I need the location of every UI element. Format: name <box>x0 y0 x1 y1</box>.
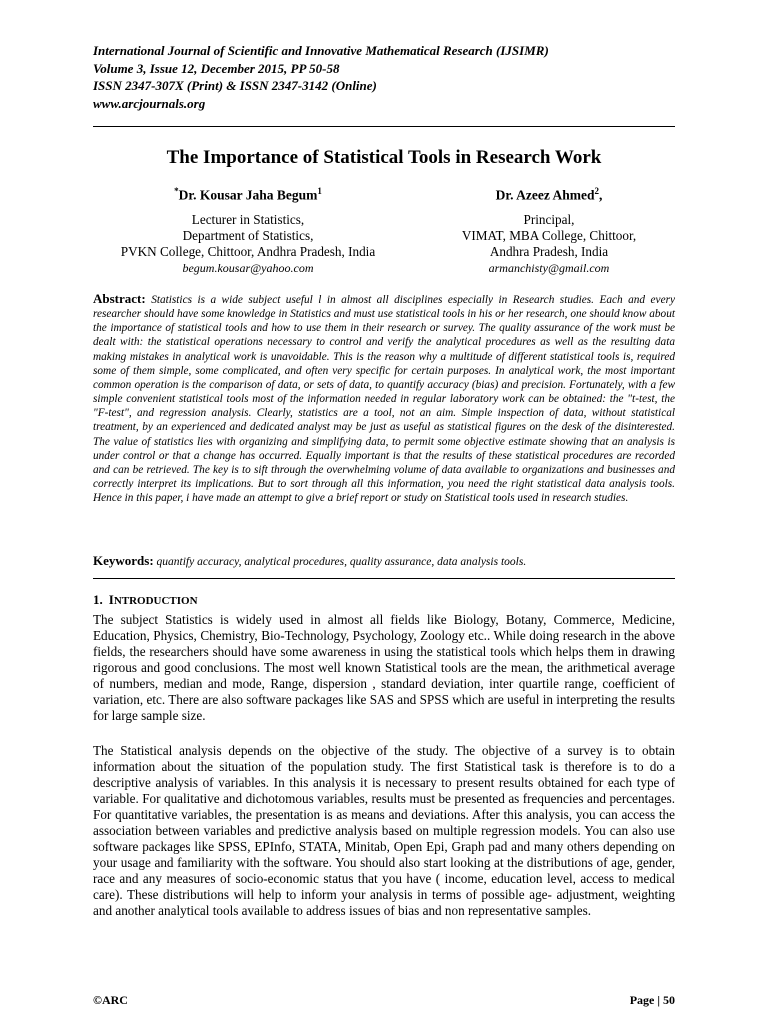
author-1-affiliation-3: PVKN College, Chittoor, Andhra Pradesh, India <box>120 243 376 259</box>
author-1-email[interactable]: begum.kousar@yahoo.com <box>182 260 314 275</box>
keywords-divider <box>93 578 675 579</box>
footer-page-number: Page | 50 <box>629 993 675 1007</box>
page-footer <box>93 992 675 1008</box>
author-1-corresponding-mark: * <box>174 186 179 196</box>
author-2-email[interactable]: armanchisty@gmail.com <box>488 260 610 275</box>
section-rest: NTRODUCTION <box>113 595 198 607</box>
journal-url[interactable]: www.arcjournals.org <box>93 95 206 111</box>
author-block-1 <box>93 183 403 276</box>
body-paragraph-2: The Statistical analysis depends on the objective of the study. The objective of a survey is to obtain information about the situation of the population study. The first Statistical task is therefore is to do a descriptive analysis of variables. In this analysis it is necessary to present results obtained for each type of variable. For qualitative and dichotomous variables, results must be presented as frequencies and percentages. For quantitative variables, the presentation is as means and deviations. After this analysis, you can access the association between variables and predictive analysis based on multiple regression models. You can also use software packages like SPSS, EPInfo, STATA, Minitab, Open Epi, Graph pad and many others depending on your usage and familiarity with the software. You should also start looking at the distributions of age, gender, race and any measures of socio-economic status that you have ( income, education level, access to medical care). These distributions will help to inform your analysis in terms of possible age- adjustment, weighting and another analytical tools available to address issues of bias and non representative samples. <box>93 743 675 919</box>
section-first-letter: I <box>108 592 114 607</box>
keywords <box>93 553 675 570</box>
abstract <box>93 292 675 505</box>
author-1-affiliation-1: Lecturer in Statistics, <box>191 211 305 227</box>
journal-header <box>93 42 675 112</box>
section-heading-introduction <box>93 592 198 609</box>
journal-issn: ISSN 2347-307X (Print) & ISSN 2347-3142 (Online) <box>93 78 377 93</box>
author-1-name-text: Dr. Kousar Jaha Begum <box>178 187 318 203</box>
header-divider <box>93 126 675 127</box>
author-2-affiliation-1: Principal, <box>523 211 575 227</box>
abstract-label: Abstract: <box>93 291 146 306</box>
author-name-2 <box>423 183 675 204</box>
keywords-label: Keywords: <box>93 553 154 568</box>
keywords-text: quantify accuracy, analytical procedures, quality assurance, data analysis tools. <box>156 556 527 568</box>
journal-name: International Journal of Scientific and Innovative Mathematical Research (IJSIMR) <box>93 43 549 58</box>
author-block-2 <box>423 183 675 276</box>
author-2-name-text: Dr. Azeez Ahmed <box>495 187 595 203</box>
footer-copyright: ©ARC <box>93 993 128 1007</box>
author-2-affiliation-3: Andhra Pradesh, India <box>489 243 609 259</box>
author-name-1 <box>93 183 403 204</box>
author-2-sup: 2 <box>594 186 599 196</box>
abstract-text: Statistics is a wide subject useful l in almost all disciplines especially in Research studies. Each and every researcher should have some knowledge in Statistics and must use statistical tools in his or her research, one should know about the importance of statistical tools and how to use them in their research or survey. The quality assurance of the work must be dealt with: the statistical operations necessary to control and verify the analytical procedures as well as the resulting data making mistakes in analytical work is unavoidable. This is the reason why a multitude of different statistical tools is, required some of them simple, some complicated, and often very specific for certain purposes. In analytical work, the most important common operation is the comparison of data, or sets of data, to quantify accuracy (bias) and precision. Fortunately, with a few simple convenient statistical tools most of the information needed in regular laboratory work can be obtained: the "t-test, the "F-test", and regression analysis. Clearly, statistics are a tool, not an aim. Simple inspection of data, without statistical treatment, by an experienced and dedicated analyst may be just as useful as statistical figures on the desk of the disinterested. The value of statistics lies with organizing and simplifying data, to permit some objective estimate showing that an analysis is under control or that a change has occurred. Equally important is that the results of these statistical procedures are recorded and can be retrieved. The key is to sift through the overwhelming volume of data available to organizations and businesses and correctly interpret its implications. But to sort through all this information, you need the right statistical data analysis tools. Hence in this paper, i have made an attempt to give a brief report or study on Statistical tools used in research studies. <box>93 294 675 505</box>
body-paragraph-1: The subject Statistics is widely used in almost all fields like Biology, Botany, Commerce, Medicine, Education, Physics, Chemistry, Bio-Technology, Psychology, Zoology etc.. While doing research in the above fields, the researchers should have some awareness in using the statistical tools which helps them in drawing rigorous and good conclusions. The most well known Statistical tools are the mean, the arithmetical average of numbers, median and mode, Range, dispersion , standard deviation, inter quartile range, coefficient of variation, etc. There are also software packages like SAS and SPSS which are useful in interpreting the results for large sample size. <box>93 612 675 724</box>
author-1-sup: 1 <box>317 186 322 196</box>
journal-volume: Volume 3, Issue 12, December 2015, PP 50-58 <box>93 60 340 76</box>
paper-title: The Importance of Statistical Tools in Research Work <box>166 147 602 168</box>
section-number: 1. <box>93 592 103 607</box>
author-1-affiliation-2: Department of Statistics, <box>182 227 314 243</box>
author-2-suffix: , <box>598 187 603 203</box>
author-2-affiliation-2: VIMAT, MBA College, Chittoor, <box>461 227 637 243</box>
